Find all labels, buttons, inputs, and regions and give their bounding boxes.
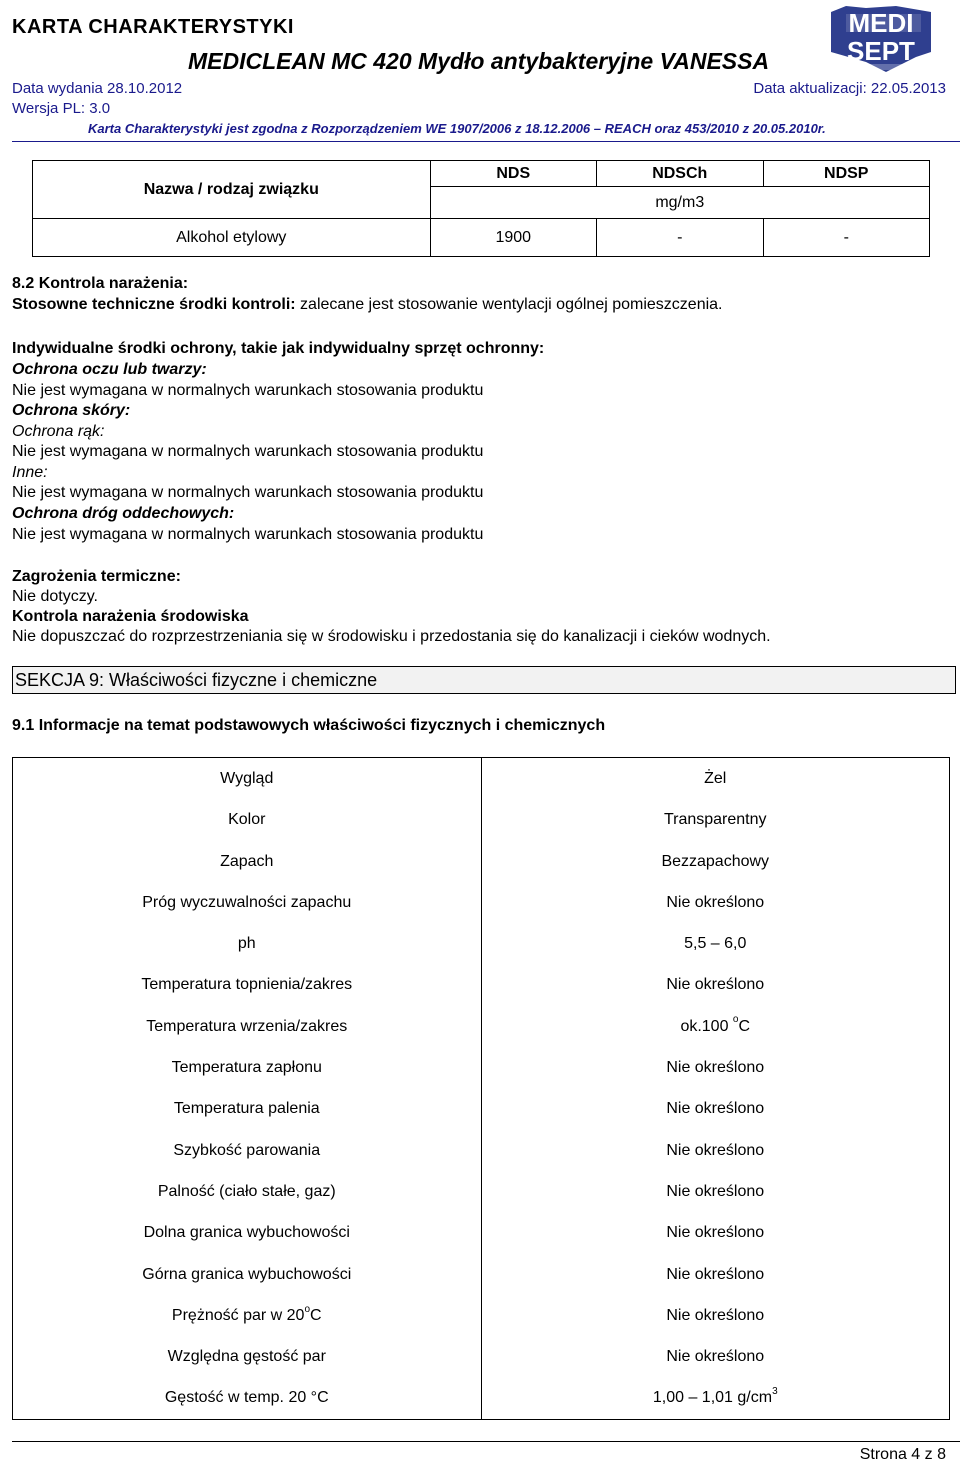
property-name: Próg wyczuwalności zapachu [142, 893, 352, 911]
property-name: Temperatura wrzenia/zakres [146, 1017, 348, 1035]
property-value: Nie określono [666, 1100, 765, 1118]
limits-row-nds: 1900 [430, 219, 596, 257]
property-name: Szybkość parowania [173, 1141, 321, 1159]
regulation-note: Karta Charakterystyki jest zgodna z Rozporządzeniem WE 1907/2006 z 18.12.2006 – REACH oraz 453/2010 z 20.05.2010r. [88, 121, 826, 136]
limits-col-ndsp: NDSP [763, 161, 930, 187]
properties-table [12, 757, 950, 1420]
issue-date: Data wydania 28.10.2012 [12, 80, 183, 97]
property-value: Nie określono [666, 976, 765, 994]
exposure-limits-table [32, 160, 930, 257]
property-name: Temperatura topnienia/zakres [141, 976, 353, 994]
limits-unit: mg/m3 [430, 187, 929, 219]
respiratory-protection-label: Ochrona dróg oddechowych: [12, 505, 235, 522]
footer-divider [12, 1441, 960, 1442]
property-name: Dolna granica wybuchowości [143, 1224, 350, 1242]
page-number: Strona 4 z 8 [859, 1446, 946, 1463]
section-9-banner [12, 666, 956, 694]
hand-protection-label: Ochrona rąk: [12, 423, 105, 440]
environmental-controls-text: Nie dopuszczać do rozprzestrzeniania się w środowisku i przedostania się do kanalizacji i cieków wodnych. [12, 628, 771, 645]
thermal-hazards-text: Nie dotyczy. [12, 588, 98, 605]
property-name: Gęstość w temp. 20 °C [164, 1389, 329, 1407]
other-protection-text: Nie jest wymagana w normalnych warunkach stosowania produktu [12, 484, 484, 501]
property-name: Wygląd [220, 770, 274, 787]
section-9-1-heading: 9.1 Informacje na temat podstawowych właściwości fizycznych i chemicznych [12, 717, 606, 734]
property-values-column [481, 758, 950, 1420]
property-value: Nie określono [666, 1224, 765, 1242]
property-value: Transparentny [663, 811, 767, 829]
logo-top-text: MEDI [848, 8, 914, 38]
limits-row-name: Alkohol etylowy [33, 219, 431, 257]
section-9-title: SEKCJA 9: Właściwości fizyczne i chemiczne [15, 670, 378, 690]
property-name: Kolor [228, 811, 266, 829]
property-name: Górna granica wybuchowości [142, 1265, 352, 1283]
property-value: Nie określono [666, 1141, 765, 1159]
property-name: Temperatura zapłonu [171, 1059, 322, 1077]
environmental-controls-label: Kontrola narażenia środowiska [12, 608, 249, 625]
limits-col-ndsch: NDSCh [596, 161, 763, 187]
document-title: KARTA CHARAKTERYSTYKI [12, 16, 294, 38]
technical-controls-text: zalecane jest stosowanie wentylacji ogólnej pomieszczenia. [295, 296, 723, 313]
property-value: 1,00 – 1,01 $g/cm^3$ [652, 1386, 778, 1407]
logo-bottom-text: SEPT [847, 36, 915, 66]
medisept-logo [826, 2, 936, 82]
eye-protection-label: Ochrona oczu lub twarzy: [12, 361, 207, 378]
property-value: Nie określono [666, 1306, 765, 1324]
property-value: Nie określono [666, 1265, 765, 1283]
technical-controls [12, 296, 723, 314]
limits-row-ndsch: - [596, 219, 763, 257]
section-8-2-heading: 8.2 Kontrola narażenia: [12, 275, 189, 292]
property-value: Nie określono [666, 1182, 765, 1200]
eye-protection-text: Nie jest wymagana w normalnych warunkach stosowania produktu [12, 382, 484, 399]
limits-col-nds: NDS [430, 161, 596, 187]
property-value: 5,5 – 6,0 [684, 935, 747, 953]
thermal-hazards-label: Zagrożenia termiczne: [12, 568, 181, 585]
update-date: Data aktualizacji: 22.05.2013 [753, 80, 946, 97]
property-value: Nie określono [666, 893, 765, 911]
other-protection-label: Inne: [12, 464, 48, 481]
limits-name-header: Nazwa / rodzaj związku [33, 161, 431, 219]
property-value: ok.100 $^o$C [680, 1014, 751, 1035]
property-value: Bezzapachowy [661, 852, 770, 870]
property-name: Temperatura palenia [173, 1100, 320, 1118]
respiratory-protection-text: Nie jest wymagana w normalnych warunkach stosowania produktu [12, 526, 484, 543]
hand-protection-text: Nie jest wymagana w normalnych warunkach stosowania produktu [12, 443, 484, 460]
property-name: Zapach [220, 852, 274, 870]
property-name: Prężność par w 20$^o$C [171, 1303, 322, 1324]
property-value: Nie określono [666, 1348, 765, 1366]
property-name: Względna gęstość par [167, 1348, 326, 1366]
header-divider [12, 141, 960, 142]
property-value: Nie określono [666, 1059, 765, 1077]
property-name: ph [237, 935, 256, 953]
property-names-column [13, 758, 482, 1420]
technical-controls-label: Stosowne techniczne środki kontroli: [12, 296, 296, 313]
ppe-heading: Indywidualne środki ochrony, takie jak indywidualny sprzęt ochronny: [12, 340, 545, 357]
limits-row-ndsp: - [763, 219, 930, 257]
product-name: MEDICLEAN MC 420 Mydło antybakteryjne VANESSA [188, 48, 770, 74]
skin-protection-label: Ochrona skóry: [12, 402, 131, 419]
property-value: Żel [704, 770, 727, 787]
version: Wersja PL: 3.0 [12, 100, 111, 117]
property-name: Palność (ciało stałe, gaz) [157, 1182, 336, 1200]
